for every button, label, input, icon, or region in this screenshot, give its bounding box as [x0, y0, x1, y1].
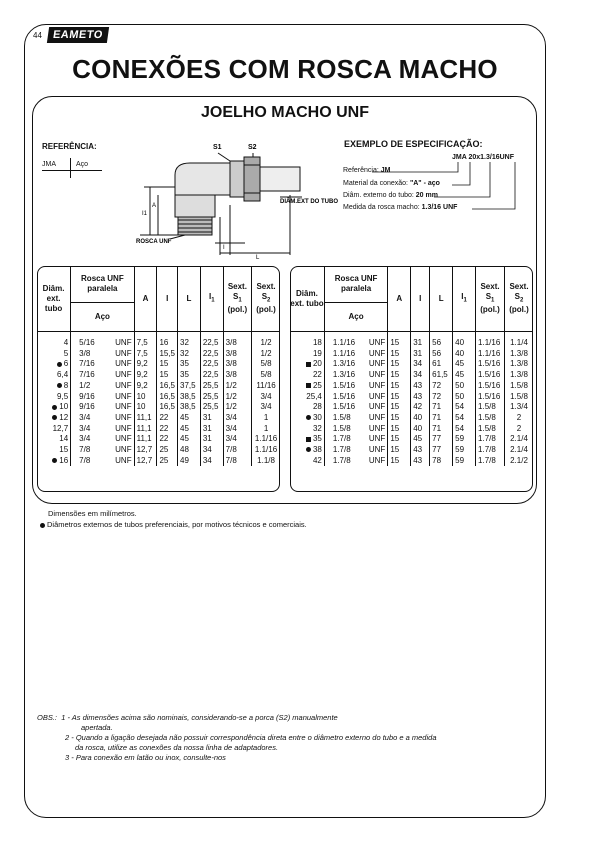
th-s1-r: Sext. $S_1$ (pol.): [476, 266, 505, 332]
cell-i: 43: [411, 445, 430, 456]
table-row: [290, 445, 533, 456]
cell-a: 12,7: [134, 456, 157, 467]
square-icon: [306, 362, 311, 367]
cell-rosca: 1.3/16 UNF: [324, 370, 387, 381]
bullet-icon: [57, 383, 62, 388]
cell-s1: 1/2: [223, 392, 251, 403]
cell-i1: 50: [453, 392, 476, 403]
i-label: I: [223, 245, 225, 251]
cell-diam: 32: [312, 423, 322, 433]
cell-i: 34: [411, 359, 430, 370]
th-aco-r: Aço: [324, 303, 387, 332]
product-subtitle: JOELHO MACHO UNF: [201, 104, 369, 121]
cell-i: 40: [411, 413, 430, 424]
cell-i: 22: [157, 434, 178, 445]
cell-i1: 34: [200, 445, 223, 456]
cell-i1: 25,5: [200, 402, 223, 413]
cell-i: 34: [411, 370, 430, 381]
obs-line-2: apertada.: [81, 723, 113, 732]
cell-i1: 54: [453, 413, 476, 424]
cell-s2: 11/16: [252, 381, 280, 392]
cell-l: 48: [178, 445, 201, 456]
th-i1: $I_1$: [200, 266, 223, 332]
cell-rosca: 5/16 UNF: [71, 332, 134, 349]
cell-s1: 1.5/8: [476, 402, 505, 413]
cell-i: 40: [411, 424, 430, 435]
cell-diam: 6: [37, 359, 71, 370]
bullet-icon: [52, 415, 57, 420]
exemplo-line-3: Diâm. externo do tubo: 20 mm: [343, 192, 438, 199]
th-i1-r: $I_1$: [453, 266, 476, 332]
table-row: [37, 381, 280, 392]
table-row: [290, 332, 533, 349]
cell-i: 15: [157, 359, 178, 370]
cell-s1: 3/8: [223, 332, 251, 349]
cell-diam: 20: [290, 359, 324, 370]
table-row: [37, 445, 280, 456]
square-icon: [306, 383, 311, 388]
cell-diam: 5: [63, 348, 69, 358]
th-l-r: L: [430, 266, 453, 332]
exemplo-line-1: Referência: JM: [343, 167, 391, 174]
cell-l: 32: [178, 349, 201, 360]
table-row: [37, 424, 280, 435]
table-row: [290, 381, 533, 392]
obs-line-3: 2 - Quando a ligação desejada não possuir correspondência direta entre o diâmetro externo do tubo e a medida: [65, 733, 437, 742]
cell-i1: 40: [453, 349, 476, 360]
th-rosca-r: Rosca UNF paralela: [324, 266, 387, 303]
cell-s2: 3/4: [252, 402, 280, 413]
cell-i1: 59: [453, 445, 476, 456]
table-row: [290, 424, 533, 435]
cell-l: 72: [430, 392, 453, 403]
cell-i1: 45: [453, 370, 476, 381]
table-row: [37, 332, 280, 349]
cell-s2: 5/8: [252, 359, 280, 370]
th-diam-r: Diâm. ext. tubo: [290, 266, 324, 332]
cell-diam: 16: [37, 456, 71, 467]
cell-rosca: 1.1/16 UNF: [324, 332, 387, 349]
referencia-material: Aço: [76, 161, 89, 168]
cell-rosca: 1.5/8 UNF: [324, 424, 387, 435]
cell-i: 22: [157, 424, 178, 435]
bullet-icon: [57, 362, 62, 367]
cell-s2: 1: [252, 424, 280, 435]
cell-i1: 59: [453, 434, 476, 445]
cell-l: 49: [178, 456, 201, 467]
cell-diam: 8: [37, 381, 71, 392]
cell-i1: 45: [453, 359, 476, 370]
th-a: A: [134, 266, 157, 332]
cell-a: 15: [388, 445, 411, 456]
cell-a: 15: [388, 370, 411, 381]
brand-logo: EAMETO: [47, 27, 109, 43]
cell-rosca: 7/16 UNF: [71, 370, 134, 381]
cell-i: 16,5: [157, 402, 178, 413]
cell-rosca: 1.1/16 UNF: [324, 349, 387, 360]
cell-s1: 1.5/16: [476, 392, 505, 403]
cell-s1: 3/4: [223, 424, 251, 435]
cell-s2: 1.3/4: [505, 402, 533, 413]
table-row: [37, 434, 280, 445]
cell-rosca: 1.7/8 UNF: [324, 434, 387, 445]
cell-diam: 30: [290, 413, 324, 424]
cell-i: 43: [411, 381, 430, 392]
cell-i1: 22,5: [200, 349, 223, 360]
cell-s2: 1.1/16: [252, 445, 280, 456]
cell-i: 16: [157, 332, 178, 349]
cell-a: 12,7: [134, 445, 157, 456]
a-label: A: [152, 203, 157, 209]
cell-a: 15: [388, 349, 411, 360]
obs-line-1: OBS.: 1 - As dimensões acima são nominais, considerando-se a porca (S2) manualmente: [37, 713, 338, 722]
cell-rosca: 1.7/8 UNF: [324, 445, 387, 456]
cell-a: 15: [388, 456, 411, 467]
cell-i: 42: [411, 402, 430, 413]
cell-i1: 25,5: [200, 381, 223, 392]
cell-rosca: 1.5/8 UNF: [324, 413, 387, 424]
cell-diam: 15: [59, 445, 69, 455]
cell-i: 25: [157, 445, 178, 456]
cell-i: 45: [411, 434, 430, 445]
cell-a: 9,2: [134, 381, 157, 392]
cell-rosca: 3/4 UNF: [71, 434, 134, 445]
cell-s2: 2: [505, 424, 533, 435]
cell-i: 22: [157, 413, 178, 424]
cell-s1: 3/8: [223, 359, 251, 370]
cell-s1: 1.5/8: [476, 413, 505, 424]
note-units: Dimensões em milímetros.: [48, 509, 137, 518]
table-row: [290, 413, 533, 424]
cell-i: 31: [411, 332, 430, 349]
cell-rosca: 1.3/16 UNF: [324, 359, 387, 370]
cell-s2: 2.1/4: [505, 445, 533, 456]
obs-line-4: da rosca, utilize as conexões da nossa linha de adaptadores.: [75, 743, 279, 752]
cell-s1: 1.7/8: [476, 445, 505, 456]
cell-s2: 1.1/8: [252, 456, 280, 467]
cell-s2: 1.3/8: [505, 359, 533, 370]
cell-a: 11,1: [134, 424, 157, 435]
cell-a: 15: [388, 402, 411, 413]
cell-s1: 1/2: [223, 381, 251, 392]
cell-s2: 1.5/8: [505, 392, 533, 403]
cell-s1: 3/4: [223, 434, 251, 445]
obs-line-5: 3 - Para conexão em latão ou inox, consulte-nos: [65, 753, 226, 762]
th-i-r: I: [411, 266, 430, 332]
cell-a: 15: [388, 392, 411, 403]
cell-l: 71: [430, 424, 453, 435]
cell-i: 15: [157, 370, 178, 381]
cell-a: 15: [388, 434, 411, 445]
cell-a: 10: [134, 402, 157, 413]
cell-diam: 25,4: [306, 391, 322, 401]
cell-rosca: 1.5/16 UNF: [324, 381, 387, 392]
table-row: [290, 359, 533, 370]
exemplo-title: EXEMPLO DE ESPECIFICAÇÃO:: [344, 139, 483, 149]
exemplo-code: JMA 20x1.3/16UNF: [452, 154, 514, 161]
cell-rosca: 1.5/16 UNF: [324, 402, 387, 413]
cell-l: 61,5: [430, 370, 453, 381]
cell-rosca: 7/16 UNF: [71, 359, 134, 370]
cell-i1: 22,5: [200, 370, 223, 381]
cell-l: 45: [178, 424, 201, 435]
cell-rosca: 7/8 UNF: [71, 445, 134, 456]
cell-i: 16,5: [157, 392, 178, 403]
table-row: [290, 370, 533, 381]
cell-s1: 1/2: [223, 402, 251, 413]
cell-i: 43: [411, 456, 430, 467]
th-s2-r: Sext. $S_2$ (pol.): [505, 266, 533, 332]
cell-s1: 1.5/16: [476, 359, 505, 370]
cell-i1: 31: [200, 424, 223, 435]
cell-l: 45: [178, 434, 201, 445]
cell-l: 32: [178, 332, 201, 349]
cell-s1: 1.7/8: [476, 456, 505, 467]
table-row: [290, 392, 533, 403]
cell-s1: 1.5/16: [476, 370, 505, 381]
cell-a: 9,2: [134, 359, 157, 370]
bullet-icon: [40, 523, 45, 528]
table-row: [37, 413, 280, 424]
bullet-icon: [52, 458, 57, 463]
table-row: [37, 349, 280, 360]
cell-i1: 54: [453, 424, 476, 435]
cell-i1: 50: [453, 381, 476, 392]
cell-a: 11,1: [134, 413, 157, 424]
cell-s1: 7/8: [223, 445, 251, 456]
cell-l: 72: [430, 381, 453, 392]
th-aco: Aço: [71, 303, 134, 332]
cell-diam: 14: [59, 434, 69, 444]
referencia-label: REFERÊNCIA:: [42, 142, 97, 151]
cell-a: 15: [388, 424, 411, 435]
rosca-label: ROSCA UNF: [136, 239, 172, 245]
cell-l: 56: [430, 332, 453, 349]
cell-diam: 10: [37, 402, 71, 413]
cell-s2: 1.1/4: [505, 332, 533, 349]
cell-i: 31: [411, 349, 430, 360]
cell-l: 35: [178, 359, 201, 370]
cell-s1: 7/8: [223, 456, 251, 467]
table-row: [37, 402, 280, 413]
exemplo-line-2: Material da conexão: "A" - aço: [343, 180, 440, 187]
table-row: [37, 359, 280, 370]
cell-a: 9,2: [134, 370, 157, 381]
cell-i1: 31: [200, 434, 223, 445]
cell-diam: 19: [312, 348, 322, 358]
cell-s1: 1.5/8: [476, 424, 505, 435]
cell-i1: 34: [200, 456, 223, 467]
bullet-icon: [52, 405, 57, 410]
page-number: 44: [33, 31, 42, 40]
cell-s1: 3/8: [223, 370, 251, 381]
cell-l: 56: [430, 349, 453, 360]
cell-a: 15: [388, 381, 411, 392]
cell-s2: 1.1/16: [252, 434, 280, 445]
page-title: CONEXÕES COM ROSCA MACHO: [72, 54, 498, 84]
cell-i1: 22,5: [200, 332, 223, 349]
cell-l: 78: [430, 456, 453, 467]
cell-diam: 35: [290, 434, 324, 445]
cell-rosca: 1/2 UNF: [71, 381, 134, 392]
cell-i1: 22,5: [200, 359, 223, 370]
cell-rosca: 3/4 UNF: [71, 424, 134, 435]
cell-i1: 40: [453, 332, 476, 349]
cell-i1: 25,5: [200, 392, 223, 403]
table-row: [37, 392, 280, 403]
cell-s2: 1.3/8: [505, 370, 533, 381]
square-icon: [306, 437, 311, 442]
table-row: [290, 434, 533, 445]
table-row: [290, 456, 533, 467]
cell-i1: 59: [453, 456, 476, 467]
cell-rosca: 9/16 UNF: [71, 392, 134, 403]
i1-label: I1: [142, 211, 148, 217]
cell-a: 7,5: [134, 349, 157, 360]
cell-s1: 3/8: [223, 349, 251, 360]
cell-s2: 1.5/8: [505, 381, 533, 392]
th-rosca: Rosca UNF paralela: [71, 266, 134, 303]
diam-label: DIÂM.EXT DO TUBO: [280, 199, 338, 205]
cell-rosca: 1.5/16 UNF: [324, 392, 387, 403]
cell-l: 77: [430, 434, 453, 445]
cell-s1: 1.7/8: [476, 434, 505, 445]
cell-s2: 2.1/4: [505, 434, 533, 445]
cell-diam: 4: [63, 338, 69, 347]
cell-rosca: 7/8 UNF: [71, 456, 134, 467]
cell-i1: 31: [200, 413, 223, 424]
cell-diam: 28: [312, 402, 322, 412]
th-diam: Diâm. ext. tubo: [37, 266, 71, 332]
cell-i: 15,5: [157, 349, 178, 360]
bullet-icon: [306, 447, 311, 452]
cell-s2: 3/4: [252, 392, 280, 403]
th-i: I: [157, 266, 178, 332]
cell-l: 35: [178, 370, 201, 381]
note-preferred: Diâmetros externos de tubos preferenciais, por motivos técnicos e comerciais.: [40, 520, 307, 529]
cell-s2: 5/8: [252, 370, 280, 381]
cell-diam: 42: [312, 455, 322, 465]
cell-l: 77: [430, 445, 453, 456]
th-a-r: A: [388, 266, 411, 332]
bullet-icon: [306, 415, 311, 420]
cell-s1: 1.1/16: [476, 349, 505, 360]
cell-diam: 12: [37, 413, 71, 424]
cell-a: 7,5: [134, 332, 157, 349]
cell-s1: 3/4: [223, 413, 251, 424]
cell-i: 16,5: [157, 381, 178, 392]
cell-rosca: 3/4 UNF: [71, 413, 134, 424]
cell-diam: 12,7: [52, 423, 69, 433]
cell-diam: 25: [290, 381, 324, 392]
cell-s2: 1/2: [252, 349, 280, 360]
cell-s1: 1.1/16: [476, 332, 505, 349]
referencia-code: JMA: [42, 161, 56, 168]
cell-diam: 38: [290, 445, 324, 456]
cell-s2: 2.1/2: [505, 456, 533, 467]
cell-diam: 9,5: [57, 391, 69, 401]
cell-i: 25: [157, 456, 178, 467]
table-row: [37, 456, 280, 467]
cell-a: 10: [134, 392, 157, 403]
s2-label: S2: [248, 144, 257, 151]
cell-rosca: 3/8 UNF: [71, 349, 134, 360]
cell-s2: 1/2: [252, 332, 280, 349]
cell-s2: 1.3/8: [505, 349, 533, 360]
cell-i: 43: [411, 392, 430, 403]
l-label: L: [256, 255, 260, 261]
cell-rosca: 1.7/8 UNF: [324, 456, 387, 467]
cell-l: 38,5: [178, 392, 201, 403]
cell-l: 45: [178, 413, 201, 424]
s1-label: S1: [213, 144, 222, 151]
cell-diam: 18: [312, 338, 322, 347]
cell-i1: 54: [453, 402, 476, 413]
table-left: [37, 266, 280, 466]
cell-s2: 1: [252, 413, 280, 424]
table-right: [290, 266, 533, 466]
cell-diam: 22: [312, 370, 322, 380]
table-row: [290, 402, 533, 413]
cell-a: 15: [388, 413, 411, 424]
cell-rosca: 9/16 UNF: [71, 402, 134, 413]
cell-a: 15: [388, 332, 411, 349]
cell-s2: 2: [505, 413, 533, 424]
cell-l: 61: [430, 359, 453, 370]
cell-a: 15: [388, 359, 411, 370]
obs-block: [37, 713, 437, 763]
th-s1: Sext. $S_1$ (pol.): [223, 266, 251, 332]
cell-diam: 6,4: [57, 370, 69, 380]
cell-l: 71: [430, 413, 453, 424]
th-l: L: [178, 266, 201, 332]
cell-l: 71: [430, 402, 453, 413]
cell-l: 38,5: [178, 402, 201, 413]
exemplo-line-4: Medida da rosca macho: 1.3/16 UNF: [343, 204, 458, 211]
cell-s1: 1.5/16: [476, 381, 505, 392]
cell-a: 11,1: [134, 434, 157, 445]
table-row: [290, 349, 533, 360]
table-row: [37, 370, 280, 381]
cell-l: 37,5: [178, 381, 201, 392]
th-s2: Sext. $S_2$ (pol.): [252, 266, 280, 332]
